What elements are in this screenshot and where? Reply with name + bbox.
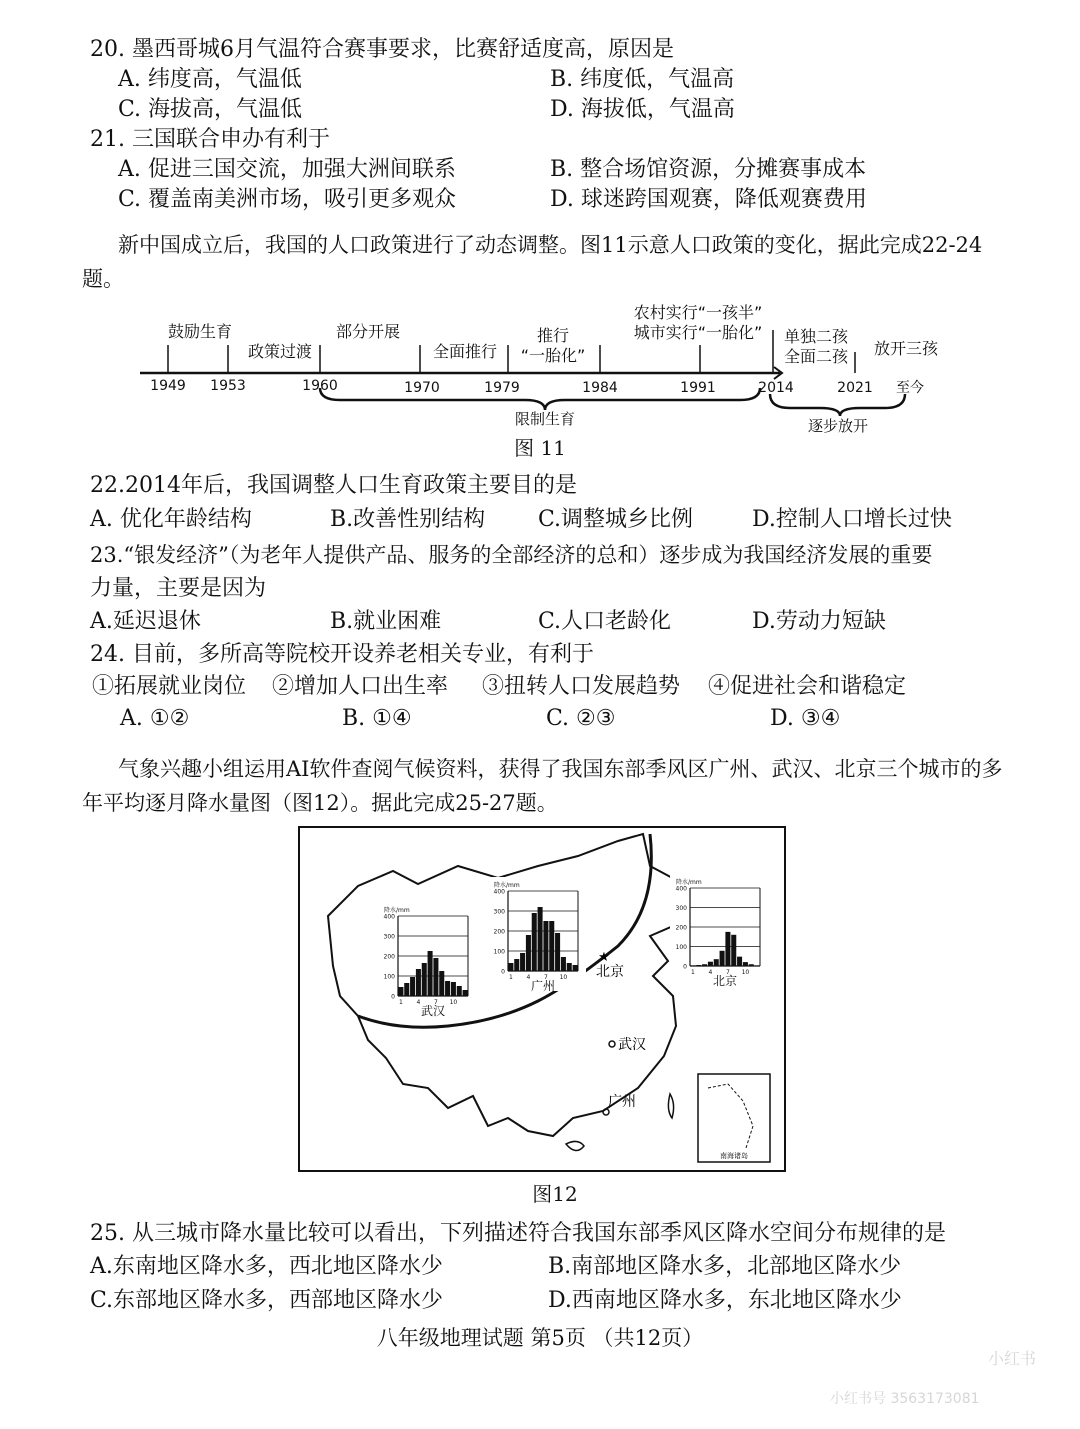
chart-xtick-label: 1 [691, 969, 695, 976]
label-rural: 农村实行“一孩半” [633, 303, 763, 322]
chart-bar-month-11 [457, 986, 462, 996]
chart-bar-month-5 [422, 963, 427, 996]
brace-restrict-label: 限制生育 [514, 410, 576, 428]
year-tick: 1970 [404, 380, 440, 396]
q23-option-b: B.就业困难 [330, 609, 442, 634]
chart-bar-month-7 [543, 921, 548, 971]
q22-option-a: A. 优化年龄结构 [90, 507, 252, 532]
chart-xtick-label: 4 [526, 974, 531, 981]
q21-option-d: D. 球迷跨国观赛，降低观赛费用 [550, 187, 867, 212]
wuhan-map-label: 武汉 [618, 1037, 646, 1053]
label-three: 放开三孩 [873, 339, 939, 358]
watermark-logo: 小红书 [988, 1349, 1037, 1368]
q24-item-1: ①拓展就业岗位 [92, 674, 247, 699]
label-one-child-b: “一胎化” [520, 346, 586, 365]
label-full-two: 全面二孩 [783, 347, 849, 366]
chart-ytick-label: 300 [383, 933, 395, 941]
chart-xtick-label: 1 [509, 974, 513, 981]
chart-xtick-label: 4 [416, 999, 421, 1006]
wuhan-precip-chart [378, 902, 476, 1018]
chart-bar-month-12 [463, 990, 468, 996]
q21-option-a: A. 促进三国交流，加强大洲间联系 [118, 157, 456, 182]
chart-ytick-label: 0 [501, 968, 505, 976]
page-footer: 八年级地理试题 第5页 （共12页） [376, 1326, 704, 1350]
chart-ytick-label: 400 [675, 885, 687, 893]
year-tick: 1991 [680, 380, 716, 396]
chart-ytick-label: 200 [383, 953, 395, 961]
q23-option-d: D.劳动力短缺 [752, 609, 886, 634]
q24-stem: 24. 目前，多所高等院校开设养老相关专业，有利于 [90, 642, 594, 667]
year-tick: 1953 [210, 378, 246, 394]
watermark-id: 小红书号 3563173081 [830, 1391, 980, 1407]
chart-ytick-label: 0 [391, 993, 395, 1001]
chart-bar-month-2 [696, 965, 701, 966]
chart-xtick-label: 4 [708, 969, 713, 976]
chart-bar-month-10 [451, 982, 456, 996]
chart-ytick-label: 300 [675, 905, 687, 912]
chart-bar-month-9 [737, 957, 742, 966]
chart-ytick-label: 300 [493, 908, 505, 916]
chart-bar-month-8 [439, 971, 444, 996]
chart-bar-month-1 [690, 965, 695, 966]
q24-item-4: ④促进社会和谐稳定 [708, 674, 907, 699]
q21-option-c: C. 覆盖南美洲市场，吸引更多观众 [118, 187, 457, 212]
q25-option-a: A.东南地区降水多，西北地区降水少 [90, 1254, 443, 1279]
q24-option-a: A. ①② [120, 706, 190, 731]
chart-ytick-label: 400 [383, 913, 395, 921]
chart-xtick-label: 7 [434, 999, 438, 1006]
chart-ytick-label: 0 [683, 963, 687, 971]
q25-option-d: D.西南地区降水多，东北地区降水少 [548, 1288, 902, 1313]
figure-12-map [298, 826, 786, 1172]
chart-bar-month-9 [445, 981, 450, 996]
chart-bar-month-5 [714, 959, 719, 966]
chart-bar-month-3 [520, 953, 525, 971]
chart-bar-month-12 [573, 965, 578, 971]
chart-bar-month-1 [398, 987, 403, 996]
beijing-map-label: 北京 [596, 964, 624, 980]
chart-bar-month-2 [514, 959, 519, 971]
label-transition: 政策过渡 [247, 342, 313, 361]
q21-option-b: B. 整合场馆资源，分摊赛事成本 [550, 157, 867, 182]
year-tick: 2021 [837, 380, 873, 396]
q23-stem-line2: 力量，主要是因为 [90, 576, 267, 601]
brace-relax [770, 394, 905, 416]
chart-bar-month-6 [428, 951, 433, 996]
beijing-star-icon: ★ [598, 950, 610, 965]
label-single-two: 单独二孩 [783, 327, 849, 346]
chart-xtick-label: 1 [399, 999, 403, 1006]
q23-option-a: A.延迟退休 [90, 609, 201, 634]
year-tick: 至今 [896, 380, 924, 396]
intro-paragraph-population: 新中国成立后，我国的人口政策进行了动态调整。图11示意人口政策的变化，据此完成22-24题。 [82, 233, 983, 291]
chart-ytick-label: 200 [675, 924, 687, 932]
year-tick: 1984 [582, 380, 618, 396]
guangzhou-precip-chart [488, 877, 586, 993]
chart-ytick-label: 100 [675, 944, 687, 951]
q25-option-c: C.东部地区降水多，西部地区降水少 [90, 1288, 444, 1313]
label-urban: 城市实行“一胎化” [633, 323, 763, 342]
chart-bar-month-11 [567, 963, 572, 971]
chart-bar-month-3 [410, 977, 415, 996]
q22-option-b: B.改善性别结构 [330, 507, 486, 532]
q24-item-3: ③扭转人口发展趋势 [482, 674, 681, 699]
year-tick: 2014 [758, 380, 794, 396]
q25-stem: 25. 从三城市降水量比较可以看出，下列描述符合我国东部季风区降水空间分布规律的是 [90, 1221, 946, 1246]
year-tick: 1979 [484, 380, 520, 396]
chart-city-title: 北京 [712, 974, 738, 988]
south-sea-label: 南海诸岛 [720, 1152, 748, 1160]
chart-ylabel: 降水/mm [494, 882, 520, 889]
chart-bar-month-1 [508, 963, 513, 971]
chart-bar-month-10 [561, 957, 566, 971]
q20-option-d: D. 海拔低，气温高 [550, 97, 735, 122]
chart-bar-month-5 [532, 913, 537, 971]
chart-ytick-label: 400 [493, 888, 505, 896]
figure-11-caption: 图 11 [514, 436, 566, 460]
beijing-precip-chart [670, 874, 768, 988]
q24-option-b: B. ①④ [342, 706, 412, 731]
chart-bar-month-3 [702, 964, 707, 966]
chart-bar-month-8 [731, 935, 736, 966]
q20-option-a: A. 纬度高，气温低 [118, 67, 302, 92]
chart-xtick-label: 10 [559, 974, 568, 981]
chart-bar-month-4 [708, 962, 713, 966]
q23-stem-line1: 23.“银发经济”（为老年人提供产品、服务的全部经济的总和）逐步成为我国经济发展的重要 [90, 543, 933, 567]
chart-ytick-label: 100 [383, 973, 395, 981]
chart-bar-month-4 [416, 969, 421, 996]
q22-stem: 22.2014年后，我国调整人口生育政策主要目的是 [90, 473, 577, 498]
guangzhou-map-label: 广州 [608, 1094, 636, 1110]
q24-option-d: D. ③④ [770, 706, 841, 731]
chart-bar-month-9 [555, 933, 560, 971]
chart-bar-month-10 [743, 962, 748, 966]
q24-option-c: C. ②③ [546, 706, 616, 731]
q20-option-b: B. 纬度低，气温高 [550, 67, 735, 92]
q21-stem: 21. 三国联合申办有利于 [90, 127, 330, 152]
chart-xtick-label: 10 [449, 999, 458, 1006]
q20-stem: 20. 墨西哥城6月气温符合赛事要求，比赛舒适度高，原因是 [90, 37, 674, 62]
chart-bar-month-7 [725, 932, 730, 966]
label-partial: 部分开展 [335, 322, 401, 341]
chart-bar-month-8 [549, 921, 554, 971]
chart-bar-month-12 [755, 965, 760, 966]
chart-bar-month-4 [526, 935, 531, 971]
q22-option-c: C.调整城乡比例 [538, 507, 694, 532]
chart-city-title: 武汉 [420, 1004, 446, 1018]
chart-xtick-label: 7 [544, 974, 548, 981]
chart-bar-month-6 [720, 951, 725, 966]
q24-item-2: ②增加人口出生率 [272, 674, 449, 699]
label-encourage: 鼓励生育 [167, 322, 233, 341]
chart-ytick-label: 200 [493, 928, 505, 936]
label-full: 全面推行 [432, 342, 498, 361]
figure-12-caption: 图12 [532, 1182, 578, 1206]
chart-ylabel: 降水/mm [384, 907, 410, 914]
label-one-child-a: 推行 [536, 326, 570, 345]
q25-option-b: B.南部地区降水多，北部地区降水少 [548, 1254, 902, 1279]
chart-xtick-label: 10 [741, 969, 750, 976]
q20-option-c: C. 海拔高，气温低 [118, 97, 303, 122]
chart-bar-month-2 [404, 983, 409, 996]
q23-option-c: C.人口老龄化 [538, 609, 672, 634]
south-sea-inset [698, 1074, 770, 1162]
chart-ylabel: 降水/mm [676, 879, 702, 886]
chart-city-title: 广州 [530, 979, 556, 993]
chart-bar-month-11 [749, 964, 754, 966]
year-tick: 1960 [302, 378, 338, 394]
chart-xtick-label: 7 [726, 969, 730, 976]
chart-bar-month-7 [433, 958, 438, 996]
chart-bar-month-6 [538, 907, 543, 971]
intro-paragraph-climate: 气象兴趣小组运用AI软件查阅气候资料，获得了我国东部季风区广州、武汉、北京三个城市的多年平均逐月降水量图（图12）。据此完成25-27题。 [82, 757, 1003, 815]
brace-relax-label: 逐步放开 [807, 417, 869, 435]
chart-ytick-label: 100 [493, 948, 505, 956]
q22-option-d: D.控制人口增长过快 [752, 507, 952, 532]
year-tick: 1949 [150, 378, 186, 394]
